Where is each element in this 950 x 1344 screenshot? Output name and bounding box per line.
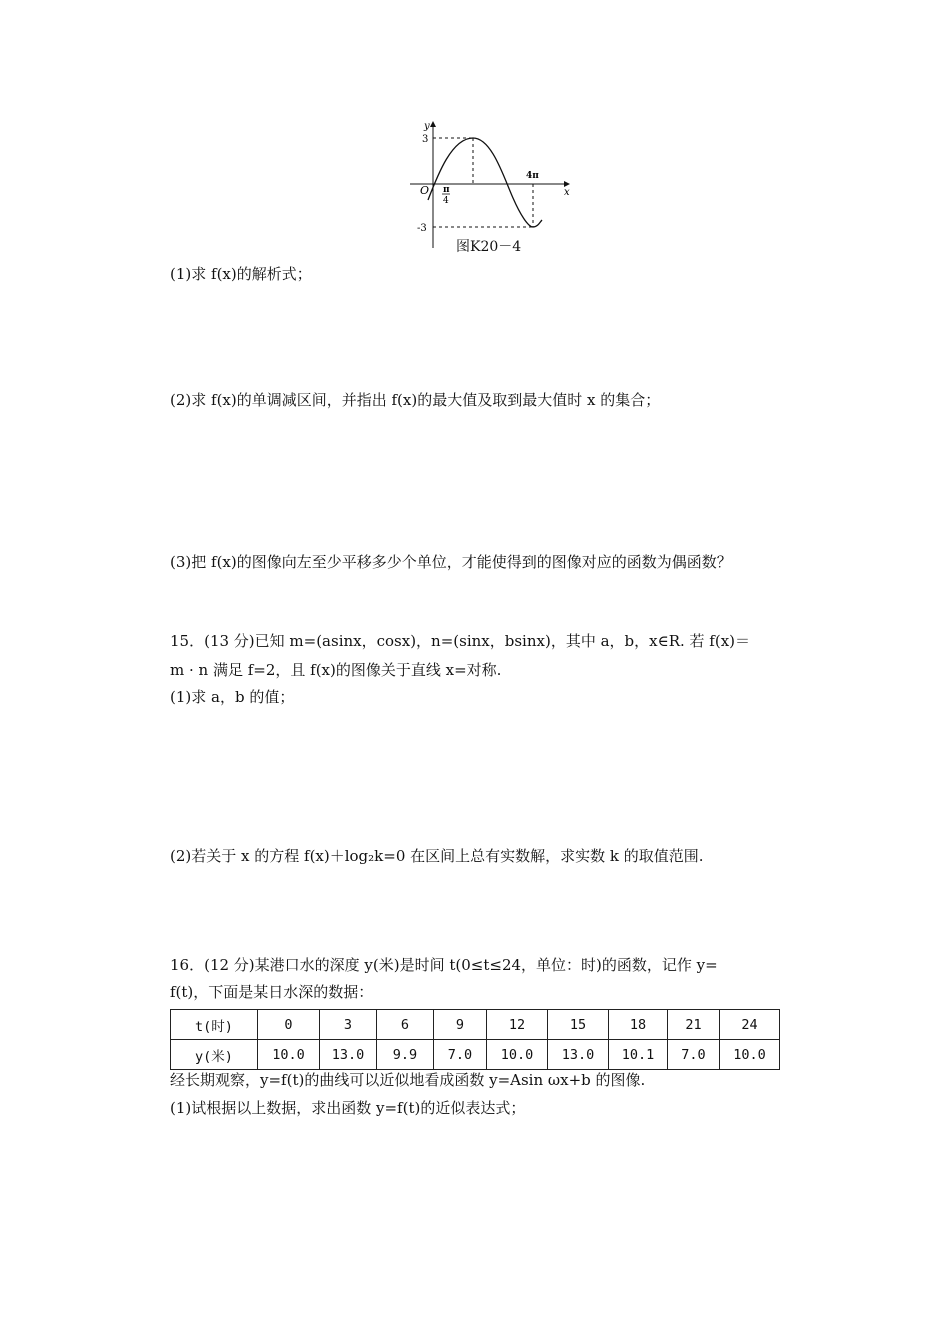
p14-question-2: (2)求 f(x)的单调减区间，并指出 f(x)的最大值及取到最大值时 x 的集合；: [170, 391, 661, 409]
table-cell: 18: [609, 1010, 668, 1040]
table-cell: 7.0: [434, 1040, 487, 1070]
table-cell: 21: [668, 1010, 720, 1040]
x-axis-label: x: [564, 187, 570, 198]
table-cell: 10.0: [258, 1040, 320, 1070]
p15-question-2: (2)若关于 x 的方程 f(x)＋log₂k=0 在区间上总有实数解，求实数 k 的取值范围.: [170, 847, 704, 865]
four-pi-label: 4π: [526, 171, 539, 181]
table-cell: 7.0: [668, 1040, 720, 1070]
table-row-time: [171, 1010, 780, 1040]
table-cell: 6: [377, 1010, 434, 1040]
table-cell: 12: [487, 1010, 548, 1040]
table-cell: 10.1: [609, 1040, 668, 1070]
p15-question-1: (1)求 a，b 的值；: [170, 688, 295, 706]
y-bottom-label: -3: [417, 223, 427, 234]
p16-question-1: (1)试根据以上数据，求出函数 y=f(t)的近似表达式；: [170, 1099, 526, 1117]
figure-caption: 图K20－4: [456, 239, 522, 255]
table-cell: 3: [320, 1010, 377, 1040]
table-cell: 9: [434, 1010, 487, 1040]
p16-observation: 经长期观察，y=f(t)的曲线可以近似地看成函数 y=Asin ωx+b 的图像.: [170, 1071, 646, 1089]
p14-question-1: (1)求 f(x)的解析式；: [170, 265, 312, 283]
table-cell: 9.9: [377, 1040, 434, 1070]
p14-question-3: (3)把 f(x)的图像向左至少平移多少个单位，才能使得到的图像对应的函数为偶函数？: [170, 553, 732, 571]
table-cell: 0: [258, 1010, 320, 1040]
table-cell: 15: [548, 1010, 609, 1040]
sine-curve: [428, 138, 542, 227]
table-cell: 10.0: [487, 1040, 548, 1070]
table-cell: 24: [720, 1010, 780, 1040]
pi4-numerator: π: [443, 185, 450, 195]
table-cell: y(米): [171, 1040, 258, 1070]
y-axis-arrow: [430, 121, 436, 127]
water-depth-table: [170, 1009, 780, 1070]
p15-statement-line-2: m · n 满足 f=2，且 f(x)的图像关于直线 x=对称.: [170, 661, 502, 679]
table-cell: 13.0: [320, 1040, 377, 1070]
p16-statement-line-2: f(t)，下面是某日水深的数据：: [170, 983, 374, 1001]
pi4-denominator: 4: [443, 196, 449, 206]
p16-statement-line-1: 16．(12 分)某港口水的深度 y(米)是时间 t(0≤t≤24，单位：时)的函数，记作 y=: [170, 956, 718, 974]
table-cell: 13.0: [548, 1040, 609, 1070]
table-row-depth: [171, 1040, 780, 1070]
y-top-label: 3: [422, 134, 429, 145]
table-cell: 10.0: [720, 1040, 780, 1070]
table-cell: t(时): [171, 1010, 258, 1040]
p15-statement-line-1: 15．(13 分)已知 m=(asinx，cosx)，n=(sinx，bsinx)，其中 a，b，x∈R. 若 f(x)＝: [170, 632, 751, 650]
y-axis-label: y: [424, 121, 430, 132]
origin-label: O: [420, 184, 430, 197]
